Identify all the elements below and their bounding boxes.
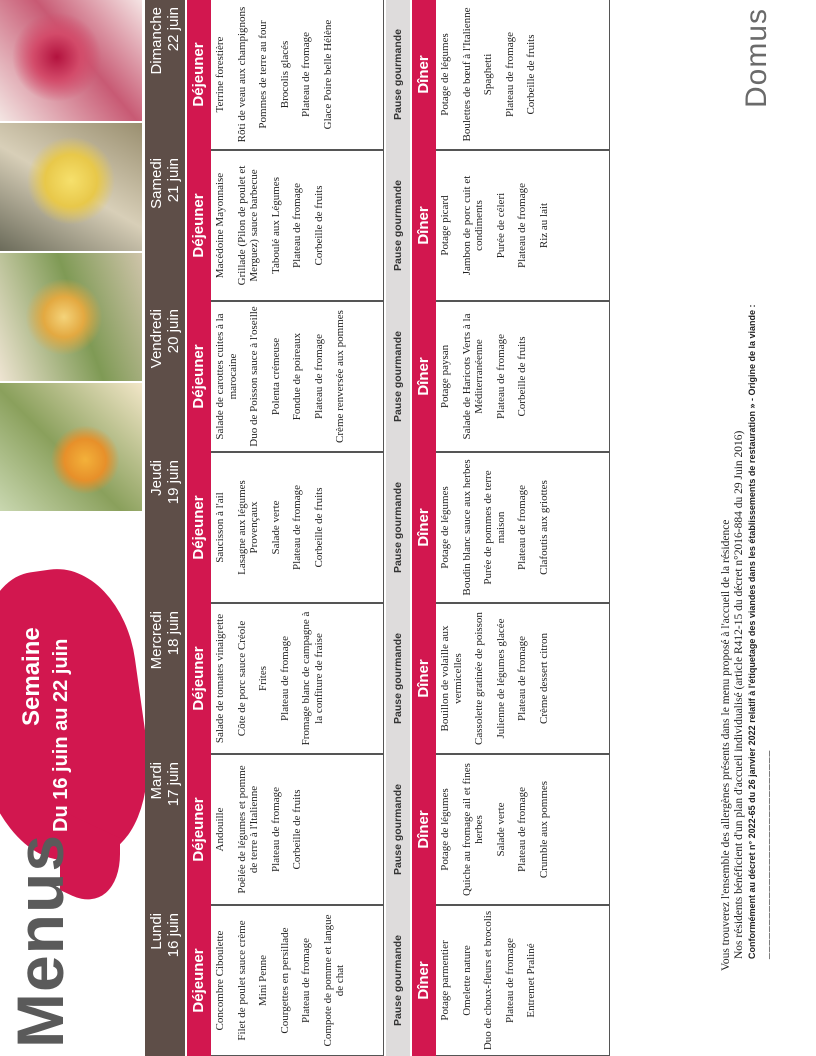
day-date: 19 juin	[165, 460, 182, 505]
day-name: Dimanche	[148, 7, 165, 75]
lunch-dish: Grillade (Pilon de poulet et Merguez) sauce barbecue	[235, 165, 260, 286]
footer-blank-line: _______________________________	[759, 749, 771, 959]
dinner-dish: Potage de légumes	[439, 33, 451, 116]
dinner-dish: Spaghetti	[482, 53, 494, 96]
lunch-dish: Corbeille de fruits	[312, 487, 325, 568]
lunch-dish: Plateau de fromage	[291, 485, 303, 570]
lunch-dish: Salade de carottes cuites à la marocaine	[214, 313, 239, 440]
dinner-dish: Clafoutis aux griottes	[537, 480, 550, 575]
day-column	[145, 301, 610, 452]
dinner-dish: Salade verte	[494, 802, 507, 857]
lunch-dish: Plateau de fromage	[291, 183, 303, 268]
food-photo-strip	[0, 0, 142, 511]
lunch-dish: Plateau de fromage	[269, 787, 282, 872]
dinner-dish: Potage de légumes	[439, 486, 451, 569]
dinner-dish: Boulettes de bœuf à l'Italienne	[460, 7, 473, 142]
dinner-dish: Jambon de porc cuit et condiments	[460, 175, 485, 276]
day-date: 18 juin	[165, 611, 182, 656]
footer-meat-origin-row	[746, 131, 772, 971]
day-date: 20 juin	[165, 309, 182, 354]
day-date: 16 juin	[165, 913, 182, 958]
footer-meat-origin: Conformément au décret n° 2022-65 du 26 janvier 2022 relatif à l'étiquetage des viandes dans les établissements de restauration » - Origine de la viande :	[747, 304, 757, 959]
day-header	[145, 754, 185, 905]
day-header	[145, 301, 185, 452]
day-column	[145, 150, 610, 301]
dinner-dish: Plateau de fromage	[494, 334, 507, 419]
lunch-dish: Côte de porc sauce Créole	[235, 620, 248, 737]
day-date: 17 juin	[165, 762, 182, 807]
day-date: 22 juin	[165, 7, 182, 52]
dinner-cell	[436, 452, 610, 603]
dinner-dish: Crumble aux pommes	[537, 780, 550, 879]
lunch-dish: Andouille	[214, 807, 226, 852]
dinner-band: Dîner	[412, 905, 436, 1056]
lunch-band: Déjeuner	[187, 754, 211, 905]
day-header	[145, 603, 185, 754]
lunch-dish: Taboulé aux Légumes	[269, 177, 282, 274]
lunch-dish: Concombre Ciboulette	[214, 930, 226, 1031]
day-name: Mardi	[148, 762, 165, 800]
dinner-dish: Potage paysan	[439, 344, 451, 409]
lunch-dish: Saucisson à l'ail	[214, 492, 226, 563]
lunch-dish: Brocolis glacés	[278, 40, 291, 109]
dinner-dish: Plateau de fromage	[516, 183, 528, 268]
dinner-dish: Purée de pommes de terre maison	[482, 470, 507, 585]
lunch-dish: Rôti de veau aux champignons	[235, 6, 248, 143]
day-column	[145, 905, 610, 1056]
dinner-dish: Plateau de fromage	[516, 636, 528, 721]
lunch-band: Déjeuner	[187, 603, 211, 754]
lunch-cell	[211, 150, 384, 301]
day-header	[145, 452, 185, 603]
dinner-cell	[436, 150, 610, 301]
week-dates: Du 16 juin au 22 juin	[50, 638, 72, 832]
food-photo	[0, 251, 142, 381]
lunch-cell	[211, 754, 384, 905]
lunch-cell	[211, 301, 384, 452]
brand-logo: Domus	[740, 8, 773, 109]
day-name: Vendredi	[148, 309, 165, 369]
lunch-cell	[211, 603, 384, 754]
day-name: Mercredi	[148, 611, 165, 670]
day-header	[145, 0, 185, 150]
lunch-dish: Frites	[257, 665, 269, 692]
day-name: Samedi	[148, 158, 165, 209]
footer	[720, 131, 772, 971]
lunch-dish: Plateau de fromage	[300, 32, 312, 117]
dinner-dish: Boudin blanc sauce aux herbes	[460, 459, 473, 596]
footer-allergens: Vous trouverez l'ensemble des allergènes présents dans le menu proposé à l'accueil de la résidence	[720, 519, 732, 971]
pause-band: Pause gourmande	[386, 905, 410, 1056]
dinner-dish: Omelette nature	[460, 945, 473, 1016]
day-name: Jeudi	[148, 460, 165, 496]
day-date: 21 juin	[165, 158, 182, 203]
lunch-dish: Crème renversée aux pommes	[334, 310, 346, 443]
week-label: Semaine	[18, 627, 45, 726]
pause-band: Pause gourmande	[386, 0, 410, 150]
lunch-dish: Polenta crémeuse	[269, 337, 282, 416]
footer-plan: Nos résidents bénéficient d'un plan d'accueil individualisé (article R412-15 du décret n°2016-884 du 29 Juin 2016)	[733, 430, 745, 959]
lunch-cell	[211, 452, 384, 603]
dinner-cell	[436, 603, 610, 754]
dinner-dish: Bouillon de volaille aux vermicelles	[439, 625, 464, 732]
dinner-band: Dîner	[412, 452, 436, 603]
dinner-dish: Plateau de fromage	[503, 938, 516, 1023]
dinner-dish: Corbeille de fruits	[516, 336, 528, 417]
lunch-cell	[211, 905, 384, 1056]
lunch-dish: Corbeille de fruits	[312, 185, 325, 266]
dinner-cell	[436, 301, 610, 452]
dinner-dish: Plateau de fromage	[516, 787, 528, 872]
lunch-dish: Duo de Poisson sauce à l'oseille	[248, 306, 260, 447]
dinner-dish: Purée de céleri	[494, 192, 507, 259]
day-column	[145, 754, 610, 905]
lunch-band: Déjeuner	[187, 150, 211, 301]
lunch-dish: Compote de pomme et langue de chat	[321, 914, 346, 1047]
dinner-dish: Potage picard	[439, 195, 451, 256]
lunch-band: Déjeuner	[187, 301, 211, 452]
pause-band: Pause gourmande	[386, 150, 410, 301]
food-photo	[0, 121, 142, 251]
lunch-dish: Corbeille de fruits	[291, 789, 303, 870]
dinner-dish: Cassolette gratinée de poisson	[473, 612, 485, 745]
lunch-dish: Macédoine Mayonnaise	[214, 172, 226, 279]
lunch-dish: Plateau de fromage	[300, 938, 312, 1023]
dinner-band: Dîner	[412, 0, 436, 150]
lunch-dish: Plateau de fromage	[278, 636, 291, 721]
dinner-cell	[436, 754, 610, 905]
dinner-dish: Crème dessert citron	[537, 632, 550, 725]
lunch-dish: Salade de tomates vinaigrette	[214, 613, 226, 744]
lunch-dish: Courgettes en persillade	[278, 927, 291, 1034]
day-header	[145, 905, 185, 1056]
dinner-cell	[436, 905, 610, 1056]
dinner-dish: Salade de Haricots Verts à la Méditerranéenne	[460, 313, 485, 440]
lunch-dish: Fromage blanc de campagne à la confiture de fraise	[300, 611, 325, 746]
lunch-band: Déjeuner	[187, 0, 211, 150]
dinner-dish: Corbeille de fruits	[525, 34, 537, 115]
dinner-dish: Entremet Praliné	[525, 943, 537, 1018]
lunch-cell	[211, 0, 384, 150]
lunch-dish: Filet de poulet sauce crème	[235, 920, 248, 1041]
dinner-band: Dîner	[412, 301, 436, 452]
dinner-dish: Duo de choux-fleurs et brocolis	[482, 910, 494, 1051]
dinner-cell	[436, 0, 610, 150]
day-header	[145, 150, 185, 301]
day-column	[145, 452, 610, 603]
lunch-dish: Terrine forestière	[214, 36, 226, 113]
lunch-dish: Mini Penne	[257, 954, 269, 1007]
lunch-band: Déjeuner	[187, 905, 211, 1056]
dinner-dish: Quiche au fromage ail et fines herbes	[460, 763, 485, 896]
dinner-dish: Riz au lait	[537, 202, 550, 249]
page-title: Menus	[3, 833, 77, 1048]
lunch-dish: Pommes de terre au four	[257, 20, 269, 129]
pause-band: Pause gourmande	[386, 452, 410, 603]
lunch-dish: Salade verte	[269, 500, 282, 555]
lunch-dish: Fondue de poireaux	[291, 332, 303, 421]
dinner-band: Dîner	[412, 150, 436, 301]
lunch-dish: Plateau de fromage	[312, 334, 325, 419]
day-column	[145, 0, 610, 150]
dinner-band: Dîner	[412, 603, 436, 754]
dinner-dish: Potage parmentier	[439, 940, 451, 1021]
pause-band: Pause gourmande	[386, 754, 410, 905]
day-name: Lundi	[148, 913, 165, 950]
day-column	[145, 603, 610, 754]
dinner-band: Dîner	[412, 754, 436, 905]
food-photo	[0, 0, 142, 121]
pause-band: Pause gourmande	[386, 603, 410, 754]
dinner-dish: Plateau de fromage	[503, 32, 516, 117]
pause-band: Pause gourmande	[386, 301, 410, 452]
lunch-dish: Poêlée de légumes et pomme de terre à l'Italienne	[235, 765, 260, 894]
dinner-dish: Plateau de fromage	[516, 485, 528, 570]
lunch-dish: Glace Poire belle Hélène	[321, 19, 334, 130]
lunch-band: Déjeuner	[187, 452, 211, 603]
food-photo	[0, 381, 142, 511]
dinner-dish: Potage de légumes	[439, 788, 451, 871]
lunch-dish: Lasagne aux légumes Provençaux	[235, 480, 260, 575]
dinner-dish: Julienne de légumes glacée	[494, 618, 507, 739]
